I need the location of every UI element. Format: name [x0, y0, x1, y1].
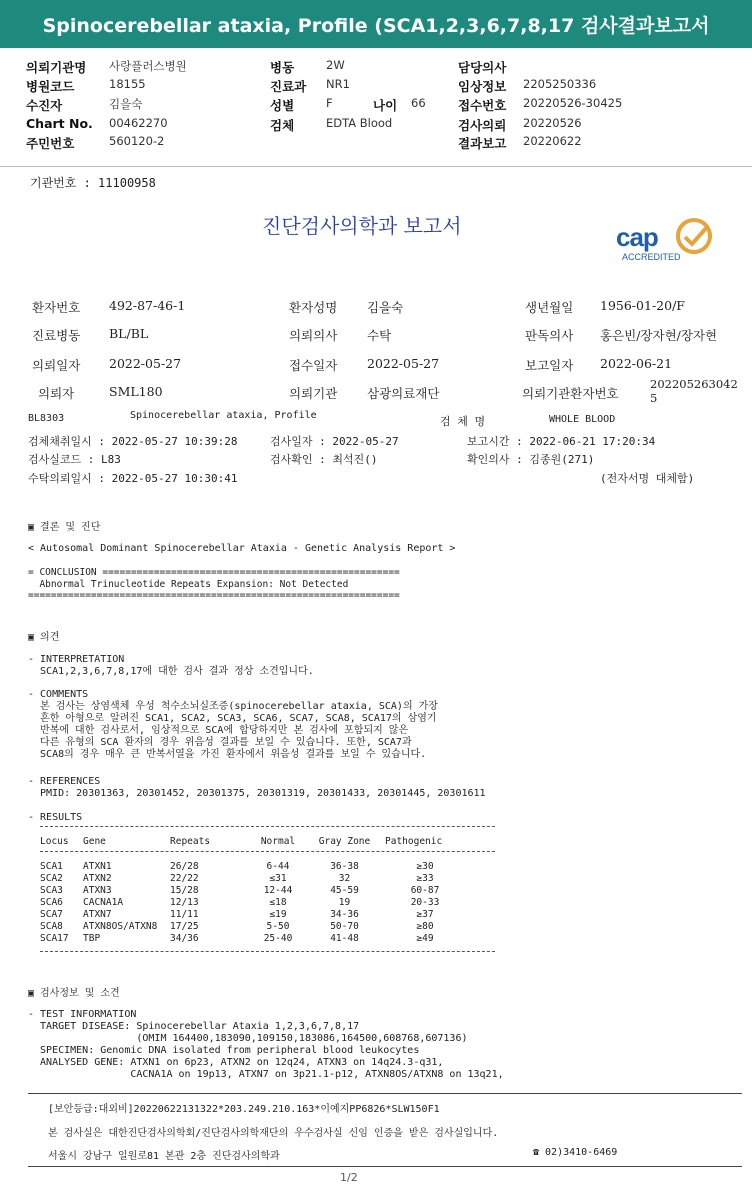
value-requester: SML180 — [109, 384, 163, 399]
results-cell-gene: ATXN7 — [83, 909, 112, 920]
test-information-block: - TEST INFORMATION TARGET DISEASE: Spinocerebellar Ataxia 1,2,3,6,7,8,17 (OMIM 164400,183090,109150,183086,164500,608768,607136) SPECIMEN: Genomic DNA isolated from peripheral blood leukocytes ANALYSED GENE: ATXN1 on 6p23, ATXN2 on 12q24, ATXN3 on 14q24.3-q31, CACNA1A on 19p13, ATXN7 on 3p21.1-p12, ATXN8OS/ATXN8 on 13q21, — [28, 1009, 504, 1080]
results-header-normal: Normal — [260, 836, 296, 847]
value-test-request: 20220526 — [523, 116, 582, 130]
results-cell-repeats: 11/11 — [170, 909, 199, 920]
label-receipt-date: 접수일자 — [289, 358, 338, 373]
value-report-date: 2022-06-21 — [600, 356, 673, 371]
value-chart-no: 00462270 — [109, 116, 168, 130]
value-patient-no: 492-87-46-1 — [109, 298, 186, 313]
value-req-institution: 삼광의료재단 — [367, 386, 440, 401]
conclusion-block: = CONCLUSION ==================================================== Abnormal Trinucleotide Repeats Expansion: Not Detected ================================================================= — [28, 567, 400, 601]
results-cell-pathogenic: ≥49 — [416, 933, 434, 944]
label-requester: 의뢰자 — [38, 386, 75, 401]
results-cell-gene: TBP — [83, 933, 101, 944]
results-cell-gene: ATXN1 — [83, 861, 112, 872]
label-clinical-info: 임상정보 — [458, 79, 507, 94]
results-cell-locus: SCA7 — [40, 909, 63, 920]
results-header-gene: Gene — [83, 836, 106, 847]
lab-address: 서울시 강남구 일원로81 본관 2층 진단검사의학과 — [48, 1151, 280, 1162]
value-resident-no: 560120-2 — [109, 134, 165, 148]
label-specimen: 검체 — [270, 118, 295, 133]
value-sex: F — [326, 96, 333, 110]
label-patient-no: 환자번호 — [32, 300, 81, 315]
results-top-rule — [40, 826, 495, 827]
results-cell-pathogenic: 60-87 — [410, 885, 440, 896]
results-cell-pathogenic: ≥33 — [416, 873, 434, 884]
results-cell-pathogenic: ≥37 — [416, 909, 434, 920]
label-req-doctor: 의뢰의사 — [289, 328, 338, 343]
value-req-inst-patient-no-1: 202205263042 — [650, 377, 738, 391]
value-hospital-name: 사랑플러스병원 — [109, 59, 187, 73]
report-main-title: Spinocerebellar ataxia, Profile (SCA1,2,3,6,7,8,17 검사결과보고서 — [42, 14, 710, 37]
label-sex: 성별 — [270, 98, 295, 113]
electronic-signature-note: (전자서명 대체함) — [600, 472, 695, 485]
lab-report-title: 진단검사의학과 보고서 — [262, 214, 462, 238]
page-number: 1/2 — [340, 1171, 358, 1184]
results-header-rule — [40, 851, 495, 852]
report-time: 보고시간 : 2022-06-21 17:20:34 — [467, 435, 656, 448]
order-info-panel — [0, 48, 752, 167]
results-cell-gene: CACNA1A — [83, 897, 124, 908]
label-req-inst-patient-no: 의뢰기관환자번호 — [522, 386, 619, 401]
value-dob: 1956-01-20/F — [600, 298, 685, 313]
value-recipient: 김을숙 — [109, 97, 143, 111]
results-cell-locus: SCA6 — [40, 897, 63, 908]
results-cell-normal: 5-50 — [266, 921, 290, 932]
results-cell-normal: ≤31 — [269, 873, 287, 884]
certification-line: 본 검사실은 대한진단검사의학회/진단검사의학재단의 우수검사실 신임 인증을 받은 검사실입니다. — [48, 1128, 499, 1139]
cap-logo-text: cap — [616, 222, 658, 252]
results-cell-locus: SCA3 — [40, 885, 63, 896]
value-dept: NR1 — [326, 77, 350, 91]
results-cell-gene: ATXN3 — [83, 885, 112, 896]
results-cell-gray-zone: 45-59 — [330, 885, 359, 896]
confirm-doctor: 확인의사 : 김종원(271) — [467, 453, 595, 466]
results-label: - RESULTS — [28, 812, 83, 823]
test-info-section-heading: ▣ 검사정보 및 소견 — [28, 988, 120, 999]
test-name: Spinocerebellar ataxia, Profile — [130, 410, 317, 421]
results-bottom-rule — [40, 951, 495, 952]
label-age: 나이 — [373, 98, 398, 113]
value-clinic-ward: BL/BL — [109, 326, 149, 341]
cap-logo-subtext: ACCREDITED — [622, 252, 681, 262]
results-cell-pathogenic: ≥80 — [416, 921, 434, 932]
results-header-pathogenic: Pathogenic — [385, 836, 443, 847]
request-time: 수탁의뢰일시 : 2022-05-27 10:30:41 — [28, 472, 238, 485]
results-cell-normal: 25-40 — [263, 933, 293, 944]
results-cell-normal: 12-44 — [263, 885, 293, 896]
value-req-doctor: 수탁 — [367, 328, 392, 343]
value-clinical-info: 2205250336 — [523, 77, 597, 91]
results-header-locus: Locus — [40, 836, 69, 847]
genetic-report-header: < Autosomal Dominant Spinocerebellar Ataxia - Genetic Analysis Report > — [28, 543, 456, 554]
institution-number: 기관번호 : 11100958 — [30, 176, 156, 190]
results-cell-gray-zone: 50-70 — [330, 921, 359, 932]
label-clinic-ward: 진료병동 — [32, 328, 81, 343]
results-cell-gray-zone: 34-36 — [330, 909, 359, 920]
security-line: [보안등급:대외비]20220622131322*203.249.210.163*이예지PP6826*SLW150F1 — [48, 1104, 440, 1115]
label-test-request: 검사의뢰 — [458, 118, 507, 133]
results-cell-gene: ATXN2 — [83, 873, 112, 884]
label-receipt-no: 접수번호 — [458, 98, 507, 113]
label-reading-doctor: 판독의사 — [525, 328, 574, 343]
value-reading-doctor: 홍은빈/장자현/장자현 — [600, 328, 718, 343]
collect-time: 검체채취일시 : 2022-05-27 10:39:28 — [28, 435, 238, 448]
value-hospital-code: 18155 — [109, 77, 146, 91]
results-header-repeats: Repeats — [170, 836, 211, 847]
results-cell-repeats: 17/25 — [170, 921, 199, 932]
value-specimen: EDTA Blood — [326, 116, 393, 130]
results-cell-repeats: 26/28 — [170, 861, 199, 872]
results-cell-locus: SCA1 — [40, 861, 63, 872]
report-title-bar — [0, 0, 752, 48]
report-footer — [28, 1093, 742, 1167]
label-dept: 진료과 — [270, 79, 307, 94]
results-cell-locus: SCA2 — [40, 873, 63, 884]
results-cell-repeats: 15/28 — [170, 885, 199, 896]
value-age: 66 — [411, 96, 426, 110]
interpretation-block: - INTERPRETATION SCA1,2,3,6,7,8,17에 대한 검사 결과 정상 소견입니다. — [28, 654, 314, 677]
results-cell-repeats: 22/22 — [170, 873, 199, 884]
results-cell-normal: 6-44 — [266, 861, 290, 872]
results-cell-locus: SCA8 — [40, 921, 63, 932]
label-req-institution: 의뢰기관 — [289, 386, 338, 401]
exam-date: 검사일자 : 2022-05-27 — [270, 435, 399, 448]
value-req-date: 2022-05-27 — [109, 356, 182, 371]
test-code: BL8303 — [28, 413, 65, 424]
label-dob: 생년월일 — [525, 300, 574, 315]
value-receipt-no: 20220526-30425 — [523, 96, 623, 110]
references-block: - REFERENCES PMID: 20301363, 20301452, 20301375, 20301319, 20301433, 20301445, 20301611 — [28, 776, 486, 799]
value-specimen-name: WHOLE BLOOD — [549, 414, 616, 425]
results-cell-gray-zone: 36-38 — [330, 861, 359, 872]
cap-accredited-logo — [612, 216, 718, 266]
conclusion-section-heading: ▣ 결론 및 진단 — [28, 522, 101, 533]
results-cell-pathogenic: ≥30 — [416, 861, 434, 872]
results-cell-repeats: 12/13 — [170, 897, 199, 908]
label-hospital-name: 의뢰기관명 — [26, 60, 87, 75]
label-ward: 병동 — [270, 60, 295, 75]
value-req-inst-patient-no-2: 5 — [650, 391, 658, 405]
label-patient-name: 환자성명 — [289, 300, 338, 315]
results-cell-gray-zone: 19 — [338, 897, 351, 908]
lab-room-code: 검사실코드 : L83 — [28, 453, 121, 466]
label-hospital-code: 병원코드 — [26, 79, 75, 94]
results-cell-repeats: 34/36 — [170, 933, 199, 944]
label-recipient: 수진자 — [26, 98, 63, 113]
label-doctor: 담당의사 — [458, 60, 507, 75]
label-specimen-name: 검 체 명 — [440, 415, 486, 428]
results-cell-normal: ≤18 — [269, 897, 287, 908]
value-ward: 2W — [326, 58, 345, 72]
label-chart-no: Chart No. — [26, 116, 93, 131]
label-req-date: 의뢰일자 — [32, 358, 81, 373]
results-cell-gray-zone: 32 — [338, 873, 351, 884]
results-cell-gene: ATXN8OS/ATXN8 — [83, 921, 158, 932]
results-cell-locus: SCA17 — [40, 933, 69, 944]
value-patient-name: 김을숙 — [367, 300, 404, 315]
lab-phone: ☎ 02)3410-6469 — [533, 1147, 618, 1158]
label-report-date: 보고일자 — [525, 358, 574, 373]
label-resident-no: 주민번호 — [26, 136, 75, 151]
results-header-gray-zone: Gray Zone — [318, 836, 371, 847]
results-cell-pathogenic: 20-33 — [410, 897, 440, 908]
value-result-report: 20220622 — [523, 134, 582, 148]
results-cell-gray-zone: 41-48 — [330, 933, 359, 944]
exam-confirm: 검사확인 : 최석진() — [270, 453, 378, 466]
opinion-section-heading: ▣ 의견 — [28, 632, 60, 643]
results-cell-normal: ≤19 — [269, 909, 287, 920]
label-result-report: 결과보고 — [458, 136, 507, 151]
comments-block: - COMMENTS 본 검사는 상염색체 우성 척수소뇌실조증(spinocerebellar ataxia, SCA)의 가장 흔한 아형으로 알려진 SCA1, SCA2, SCA3, SCA6, SCA7, SCA8, SCA17의 삼염기 반복에 대한 검사로서, 임상적으로 SCA에 합당하지만 본 검사에 포함되지 않은 다른 유형의 SCA 환자의 경우 위음성 결과를 보일 수 있습니다. 또한, SCA7과 SCA8의 경우 매우 큰 반복서열을 가진 환자에서 위음성 결과를 보일 수 있습니다. — [28, 689, 438, 760]
value-receipt-date: 2022-05-27 — [367, 356, 440, 371]
